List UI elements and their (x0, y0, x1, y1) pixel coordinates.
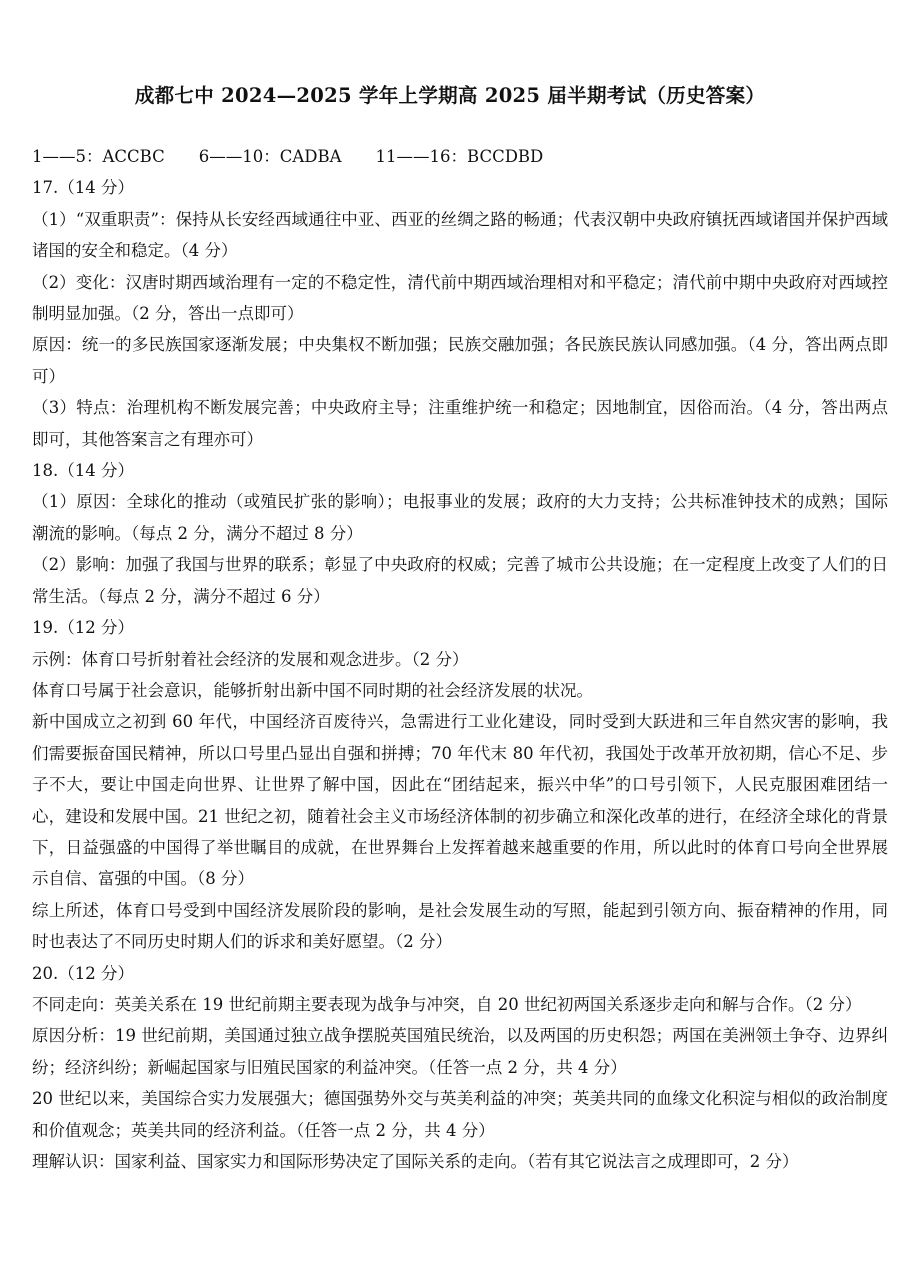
q20-understanding: 理解认识：国家利益、国家实力和国际形势决定了国际关系的走向。（若有其它说法言之成理即可，2 分） (32, 1152, 799, 1171)
q19-body: 新中国成立之初到 60 年代，中国经济百废待兴，急需进行工业化建设，同时受到大跃进和三年自然灾害的影响，我们需要振奋国民精神，所以口号里凸显出自强和拼搏；70 年代末 80 年代初，我国处于改革开放初期，信心不足、步子不大，要让中国走向世界、让世界了解中国，因此在“团结起来，振兴中华”的口号引领下，人民克服困难团结一心，建设和发展中国。21 世纪之初，随着社会主义市场经济体制的初步确立和深化改革的进行，在经济全球化的背景下，日益强盛的中国得了举世瞩目的成就，在世界舞台上发挥着越来越重要的作用，所以此时的体育口号向全世界展示自信、富强的中国。（8 分） (32, 712, 888, 889)
q18-heading: 18.（14 分） (32, 461, 134, 481)
q17-part2: （2）变化：汉唐时期西域治理有一定的不稳定性，清代前中期西域治理相对和平稳定；清代前中期中央政府对西域控制明显加强。（2 分，答出一点即可） (32, 272, 888, 324)
q20-cause-analysis: 原因分析：19 世纪前期，美国通过独立战争摆脱英国殖民统治，以及两国的历史积怨；两国在美洲领土争夺、边界纠纷；经济纠纷；新崛起国家与旧殖民国家的利益冲突。（任答一点 2 分，共 4 分） (32, 1026, 888, 1077)
q19-heading: 19.（12 分） (32, 618, 134, 638)
q18-part1: （1）原因：全球化的推动（或殖民扩张的影响）；电报事业的发展；政府的大力支持；公共标准钟技术的成熟；国际潮流的影响。（每点 2 分，满分不超过 8 分） (32, 492, 888, 543)
q18-part2: （2）影响：加强了我国与世界的联系；彰显了中央政府的权威；完善了城市公共设施；在一定程度上改变了人们的日常生活。（每点 2 分，满分不超过 6 分） (32, 555, 888, 606)
q20-heading: 20.（12 分） (32, 963, 134, 983)
q17-heading: 17.（14 分） (32, 178, 134, 198)
q19-intro: 体育口号属于社会意识，能够折射出新中国不同时期的社会经济发展的状况。 (32, 680, 593, 700)
answer-content (32, 141, 888, 1177)
answers-1-5: 1——5：ACCBC (32, 147, 165, 166)
q17-part3: （3）特点：治理机构不断发展完善；中央政府主导；注重维护统一和稳定；因地制宜，因俗而治。（4 分，答出两点即可，其他答案言之有理亦可） (32, 398, 888, 449)
page-title: 成都七中 2024—2025 学年上学期高 2025 届半期考试（历史答案） (134, 84, 766, 107)
answers-11-16: 11——16：BCCDBD (375, 147, 544, 166)
q20-20th-century: 20 世纪以来，美国综合实力发展强大；德国强势外交与英美利益的冲突；英美共同的血缘文化积淀与相似的政治制度和价值观念；英美共同的经济利益。（任答一点 2 分，共 4 分） (32, 1089, 888, 1140)
q19-conclusion: 综上所述，体育口号受到中国经济发展阶段的影响，是社会发展生动的写照，能起到引领方向、振奋精神的作用，同时也表达了不同历史时期人们的诉求和美好愿望。（2 分） (32, 900, 888, 952)
multiple-choice-answers (32, 141, 888, 172)
q19-example: 示例：体育口号折射着社会经济的发展和观念进步。（2 分） (32, 649, 469, 669)
answers-6-10: 6——10：CADBA (198, 147, 342, 166)
q17-part2-reason: 原因：统一的多民族国家逐渐发展；中央集权不断加强；民族交融加强；各民族民族认同感加强。（4 分，答出两点即可） (32, 335, 888, 386)
q17-part1: （1）“双重职责”：保持从长安经西域通往中亚、西亚的丝绸之路的畅通；代表汉朝中央政府镇抚西域诸国并保护西域诸国的安全和稳定。（4 分） (32, 209, 888, 261)
q20-direction: 不同走向：英美关系在 19 世纪前期主要表现为战争与冲突，自 20 世纪初两国关系逐步走向和解与合作。（2 分） (32, 994, 862, 1014)
